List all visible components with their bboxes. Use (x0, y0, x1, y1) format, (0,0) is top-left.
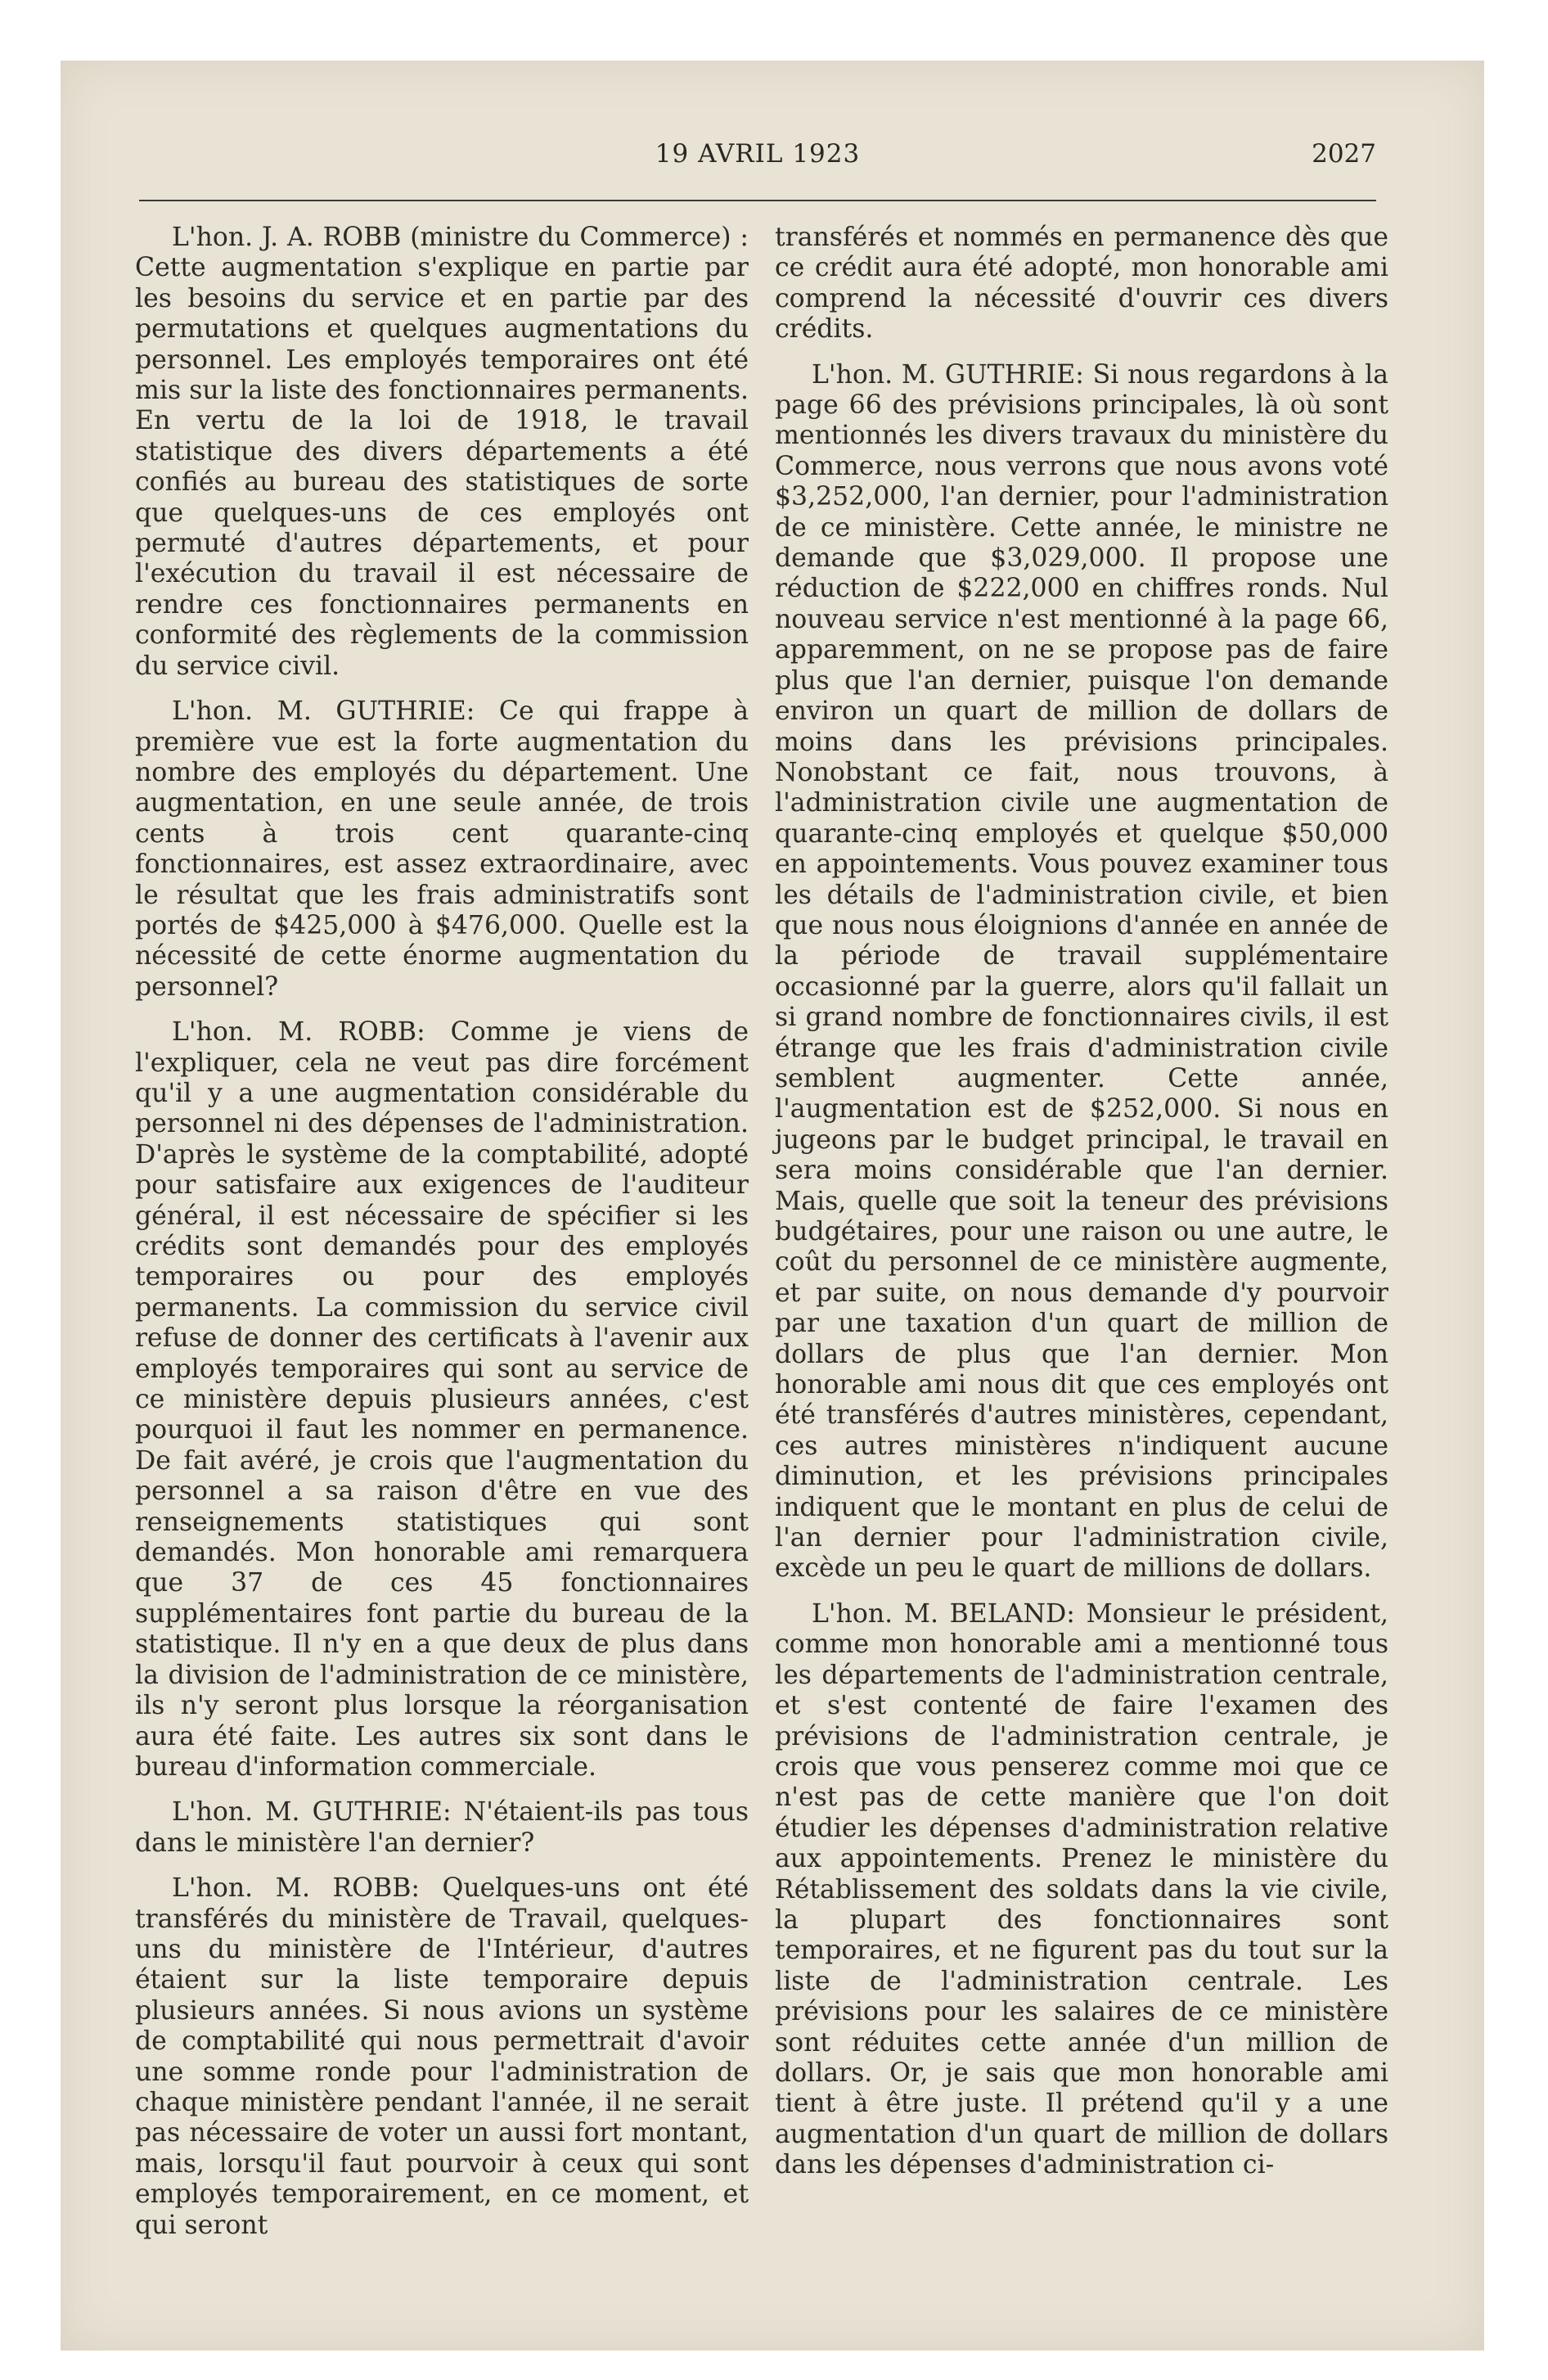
paragraph-continued (775, 223, 1388, 345)
paragraph (135, 1017, 749, 1783)
paragraph (135, 696, 749, 1003)
speaker-name: L'hon. J. A. ROBB (172, 223, 402, 252)
paragraph-text: Comme je viens de l'expliquer, cela ne veut pas dire forcément qu'il y a une augmentation considérable du personnel ni des dépenses de l'administration. D'après le système de la comptabilité, adopté pour satisfaire aux exigences de l'auditeur général, il est nécessaire de spécifier si les crédits sont demandés pour des employés temporaires ou pour des employés permanents. La commission du service civil refuse de donner des certificats à l'avenir aux employés temporaires qui sont au service de ce ministère depuis plusieurs années, c'est pourquoi il faut les nommer en permanence. De fait avéré, je crois que l'augmentation du personnel a sa raison d'être en vue des renseignements statistiques qui sont demandés. Mon honorable ami remarquera que 37 de ces 45 fonctionnaires supplémentaires font partie du bureau de la statistique. Il n'y en a que deux de plus dans la division de l'administration de ce ministère, ils n'y seront plus lorsque la réorganisation aura été faite. Les autres six sont dans le bureau d'information commerciale. (135, 1017, 749, 1782)
left-column (135, 223, 749, 2256)
header-date: 19 AVRIL 1923 (655, 139, 861, 169)
paragraph (135, 223, 749, 682)
paragraph-text: Si nous regardons à la page 66 des prévisions principales, là où sont mentionnés les divers travaux du ministère du Commerce, nous verrons que nous avons voté $3,252,000, l'an dernier, pour l'administration de ce ministère. Cette année, le ministre ne demande que $3,029,000. Il propose une réduction de $222,000 en chiffres ronds. Nul nouveau service n'est mentionné à la page 66, apparemment, on ne se propose pas de faire plus que l'an dernier, puisque l'on demande environ un quart de million de dollars de moins dans les prévisions principales. Nonobstant ce fait, nous trouvons, à l'administration civile une augmentation de quarante-cinq employés et quelque $50,000 en appointements. Vous pouvez examiner tous les détails de l'administration civile, et bien que nous nous éloignions d'année en année de la période de travail supplémentaire occasionné par la guerre, alors qu'il fallait un si grand nombre de fonctionnaires civils, il est étrange que les frais d'administration civile semblent augmenter. Cette année, l'augmentation est de $252,000. Si nous en jugeons par le budget principal, le travail en sera moins considérable que l'an dernier. Mais, quelle que soit la teneur des prévisions budgétaires, pour une raison ou une autre, le coût du personnel de ce ministère augmente, et par suite, on nous demande d'y pourvoir par une taxation d'un quart de million de dollars de plus que l'an dernier. Mon honorable ami nous dit que ces employés ont été transférés d'autres ministères, cependant, ces autres ministères n'indiquent aucune diminution, et les prévisions principales indiquent que le montant en plus de celui de l'an dernier pour l'administration civile, excède un peu le quart de millions de dollars. (775, 359, 1388, 1584)
speaker-name: L'hon. M. ROBB: (172, 1873, 420, 1904)
paragraph-text: N'étaient-ils pas tous dans le ministère l'an dernier? (135, 1797, 749, 1858)
speaker-name: L'hon. M. BELAND: (812, 1598, 1075, 1629)
paragraph-text: Quelques-uns ont été transférés du ministère de Travail, quelques-uns du ministère de l'Intérieur, d'autres étaient sur la liste temporaire depuis plusieurs années. Si nous avions un système de comptabilité qui nous permettrait d'avoir une somme ronde pour l'administration de chaque ministère pendant l'année, il ne serait pas nécessaire de voter un aussi fort montant, mais, lorsqu'il faut pourvoir à ceux qui sont employés temporairement, en ce moment, et qui seront (135, 1873, 749, 2240)
paragraph (135, 1873, 749, 2241)
speaker-name: L'hon. M. ROBB: (172, 1017, 425, 1048)
paragraph-text: transférés et nommés en permanence dès que ce crédit aura été adopté, mon honorable ami comprend la nécessité d'ouvrir ces divers crédits. (775, 223, 1388, 345)
speaker-name: L'hon. M. GUTHRIE: (812, 359, 1084, 390)
speaker-name: L'hon. M. GUTHRIE: (172, 696, 475, 727)
paragraph (775, 360, 1388, 1584)
paragraph-text: Monsieur le président, comme mon honorable ami a mentionné tous les départements de l'administration centrale, et s'est contenté de faire l'examen des prévisions de l'administration centrale, je crois que vous penserez comme moi que ce n'est pas de cette manière que l'on doit étudier les dépenses d'administration relative aux appointements. Prenez le ministère du Rétablissement des soldats dans la vie civile, la plupart des fonctionnaires sont temporaires, et ne figurent pas du tout sur la liste de l'administration centrale. Les prévisions pour les salaires de ce ministère sont réduites cette année d'un million de dollars. Or, je sais que mon honorable ami tient à être juste. Il prétend qu'il y a une augmentation d'un quart de million de dollars dans les dépenses d'administration ci- (775, 1598, 1388, 2180)
paragraph-text: Ce qui frappe à première vue est la forte augmentation du nombre des employés du département. Une augmentation, en une seule année, de trois cents à trois cent quarante-cinq fonctionnaires, est assez extraordinaire, avec le résultat que les frais administratifs sont portés de $425,000 à $476,000. Quelle est la nécessité de cette énorme augmentation du personnel? (135, 696, 749, 1002)
page-number: 2027 (1312, 139, 1376, 169)
paragraph (135, 1797, 749, 1859)
right-column (775, 223, 1388, 2196)
speaker-name: L'hon. M. GUTHRIE: (172, 1797, 452, 1828)
paragraph-text: (ministre du Commerce) : Cette augmentation s'explique en partie par les besoins du service et en partie par des permutations et quelques augmentations du personnel. Les employés temporaires ont été mis sur la liste des fonctionnaires permanents. En vertu de la loi de 1918, le travail statistique des divers départements a été confiés au bureau des statistiques de sorte que quelques-uns de ces employés ont permuté d'autres départements, et pour l'exécution du travail il est nécessaire de rendre ces fonctionnaires permanents en conformité des règlements de la commission du service civil. (135, 223, 749, 681)
page-header (139, 139, 1376, 175)
paragraph (775, 1599, 1388, 2181)
header-rule (139, 200, 1376, 201)
